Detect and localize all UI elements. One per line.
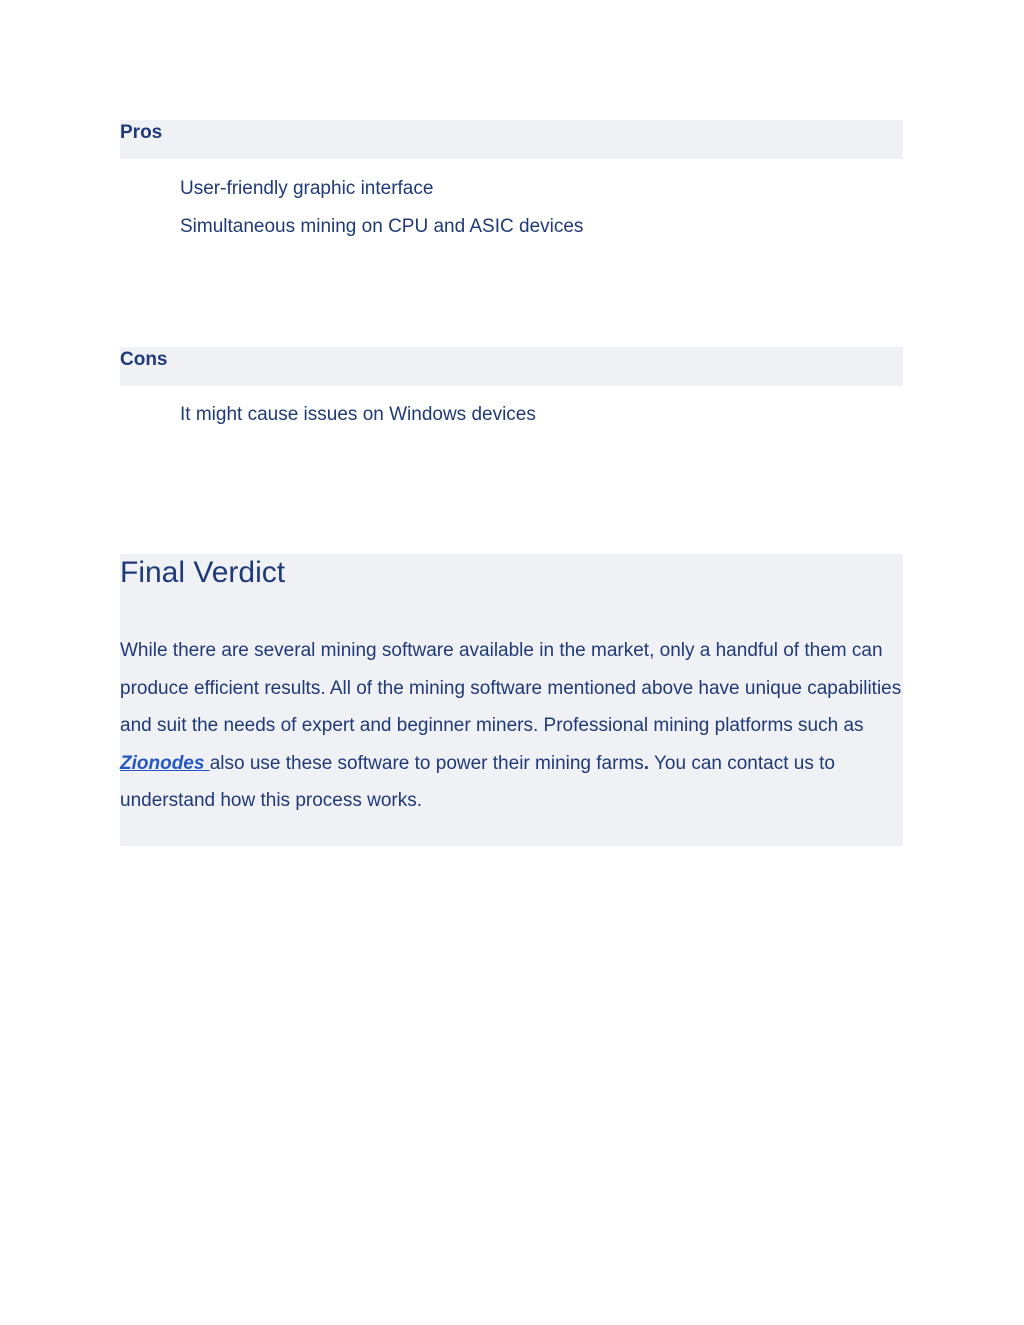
- cons-item-1: It might cause issues on Windows devices: [180, 404, 536, 425]
- cons-heading: Cons: [120, 349, 168, 370]
- pros-heading: Pros: [120, 122, 163, 143]
- verdict-text-part-2: also use these software to power their mining farms: [209, 752, 644, 774]
- pros-item-1: User-friendly graphic interface: [180, 178, 434, 199]
- cons-header: [120, 347, 903, 386]
- cons-list: [180, 396, 536, 434]
- verdict-text-part-3: You can contact us to understand how this process works.: [120, 752, 835, 812]
- pros-list: [180, 170, 583, 246]
- verdict-text-part-1: While there are several mining software available in the market, only a handful of them can produce efficient results. All of the mining software mentioned above have unique capabilities and suit the needs of expert and beginner miners. Professional mining platforms such as: [120, 640, 902, 737]
- zionodes-link[interactable]: Zionodes: [120, 752, 210, 774]
- verdict-bold-period: .: [643, 752, 650, 774]
- pros-item-2: Simultaneous mining on CPU and ASIC devices: [180, 216, 584, 237]
- final-verdict-paragraph: [120, 632, 903, 820]
- final-verdict-section: [120, 554, 903, 846]
- final-verdict-title: Final Verdict: [120, 556, 286, 589]
- pros-header: [120, 120, 903, 159]
